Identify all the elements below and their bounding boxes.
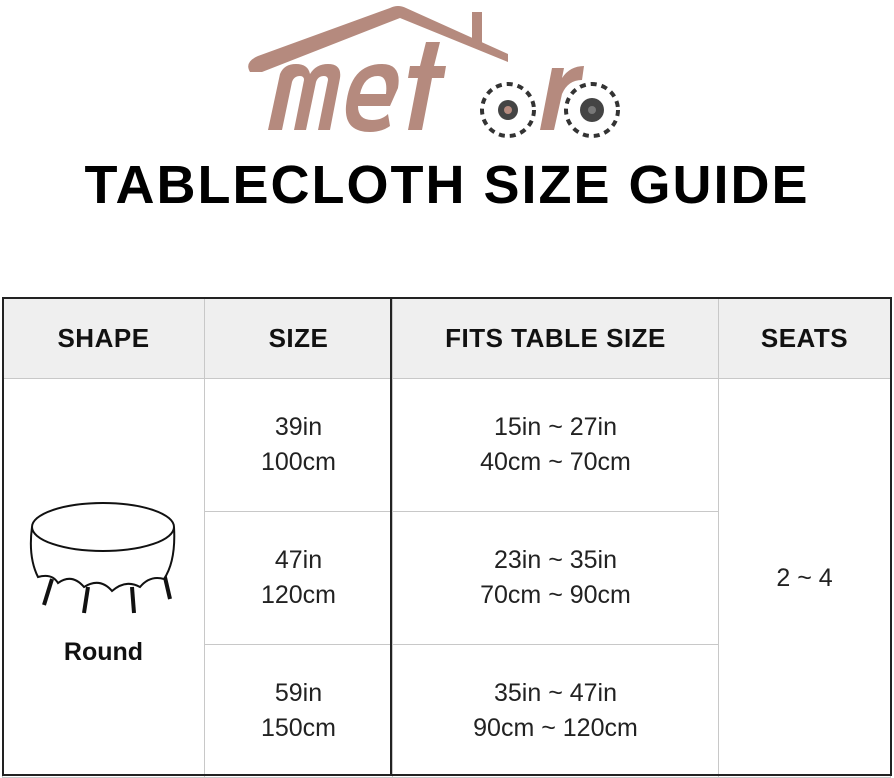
- fit-cell: [393, 379, 719, 512]
- seats-cell: 2 ~ 4: [719, 379, 891, 778]
- logo-letter-e: [346, 64, 399, 132]
- fit-cm: 70cm ~ 90cm: [480, 581, 631, 609]
- fit-in: 15in ~ 27in: [493, 413, 618, 441]
- round-table-icon: [24, 487, 184, 617]
- fit-cm: 40cm ~ 70cm: [480, 448, 631, 476]
- size-cell: [205, 379, 393, 512]
- size-cm: 100cm: [260, 448, 337, 476]
- logo-letter-r: [540, 66, 584, 130]
- size-in: 59in: [274, 679, 323, 707]
- logo-wheel-icon: [566, 84, 618, 136]
- size-cell: [205, 645, 393, 778]
- header-shape: SHAPE: [3, 298, 205, 379]
- roof-shape: [248, 6, 508, 72]
- fit-cm: 90cm ~ 120cm: [473, 714, 638, 742]
- size-cm: 150cm: [260, 714, 337, 742]
- chimney-shape: [472, 12, 482, 46]
- header-size: SIZE: [205, 298, 393, 379]
- page-title: TABLECLOTH SIZE GUIDE: [84, 155, 810, 215]
- size-in: 47in: [274, 546, 323, 574]
- size-cm: 120cm: [260, 581, 337, 609]
- size-cell: [205, 512, 393, 645]
- header-seats: SEATS: [719, 298, 891, 379]
- fit-in: 23in ~ 35in: [493, 546, 618, 574]
- shape-cell: [3, 379, 205, 778]
- brand-logo: [240, 2, 630, 140]
- logo-wheel-icon: [482, 84, 534, 136]
- shape-label: Round: [63, 637, 144, 666]
- table-row: [3, 379, 891, 512]
- size-in: 39in: [274, 413, 323, 441]
- logo-letter-t: [408, 42, 446, 130]
- size-guide-table: [2, 297, 891, 778]
- table-header-row: [3, 298, 891, 379]
- header-fits-table-size: FITS TABLE SIZE: [393, 298, 719, 379]
- fit-cell: [393, 645, 719, 778]
- fit-cell: [393, 512, 719, 645]
- fit-in: 35in ~ 47in: [493, 679, 618, 707]
- logo-letter-m: [268, 64, 340, 130]
